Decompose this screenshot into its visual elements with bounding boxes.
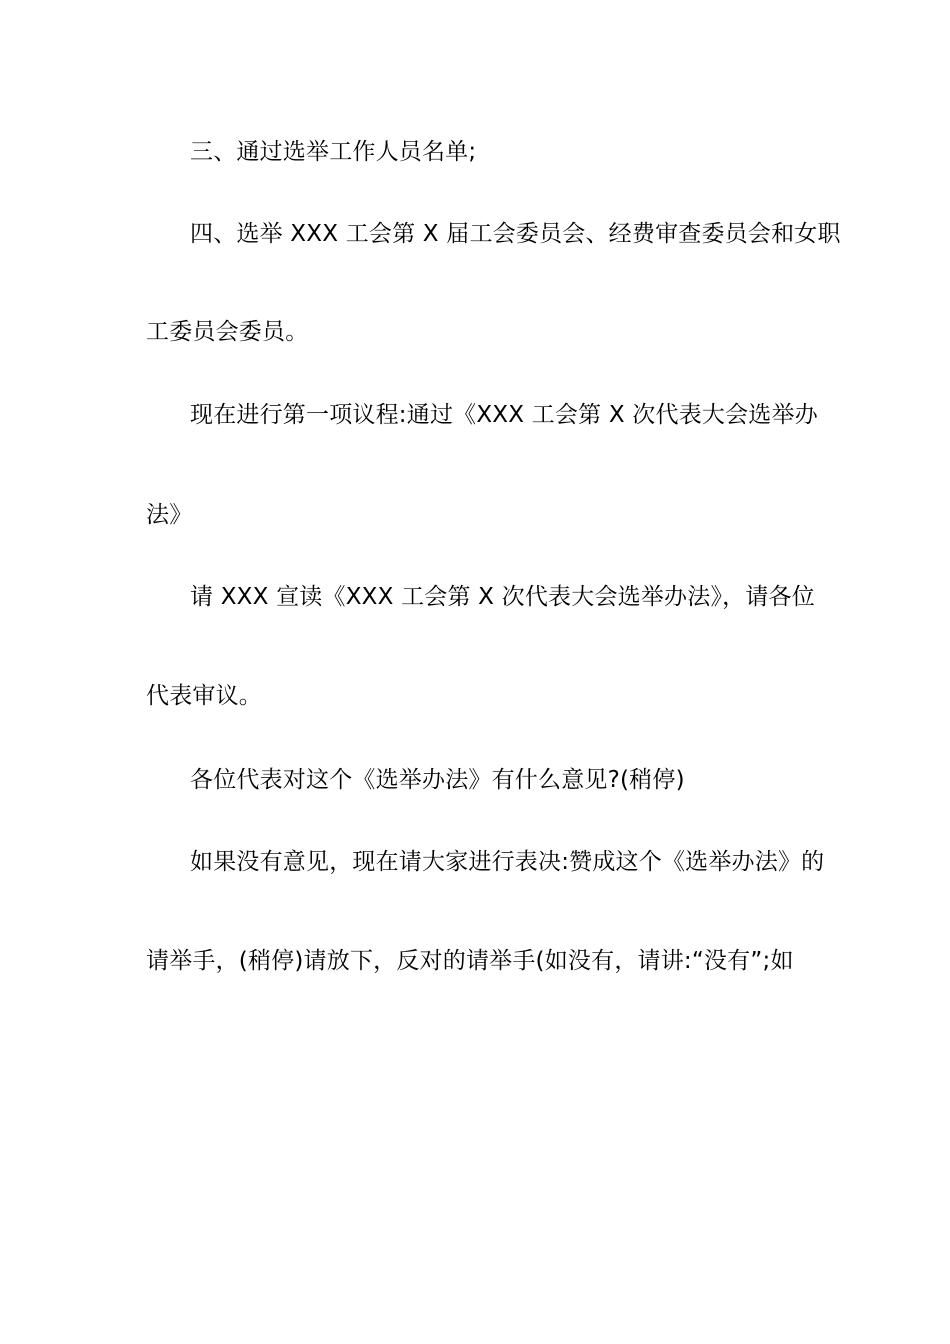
agenda-item-four: 四、选举 XXX 工会第 X 届工会委员会、经费审查委员会和女职	[190, 221, 841, 247]
paragraph-vote-continued: 请举手，(稍停)请放下，反对的请举手(如没有，请讲:“没有”;如	[146, 948, 794, 974]
paragraph-first-agenda-continued: 法》	[146, 502, 193, 528]
paragraph-first-agenda: 现在进行第一项议程:通过《XXX 工会第 X 次代表大会选举办	[190, 402, 818, 428]
agenda-item-four-continued: 工委员会委员。	[146, 319, 309, 345]
agenda-item-three: 三、通过选举工作人员名单;	[190, 139, 477, 165]
paragraph-reading-request-continued: 代表审议。	[146, 683, 262, 709]
paragraph-opinion-question: 各位代表对这个《选举办法》有什么意见?(稍停)	[190, 767, 685, 793]
paragraph-vote: 如果没有意见，现在请大家进行表决:赞成这个《选举办法》的	[190, 849, 825, 875]
paragraph-reading-request: 请 XXX 宣读《XXX 工会第 X 次代表大会选举办法》，请各位	[190, 584, 815, 610]
